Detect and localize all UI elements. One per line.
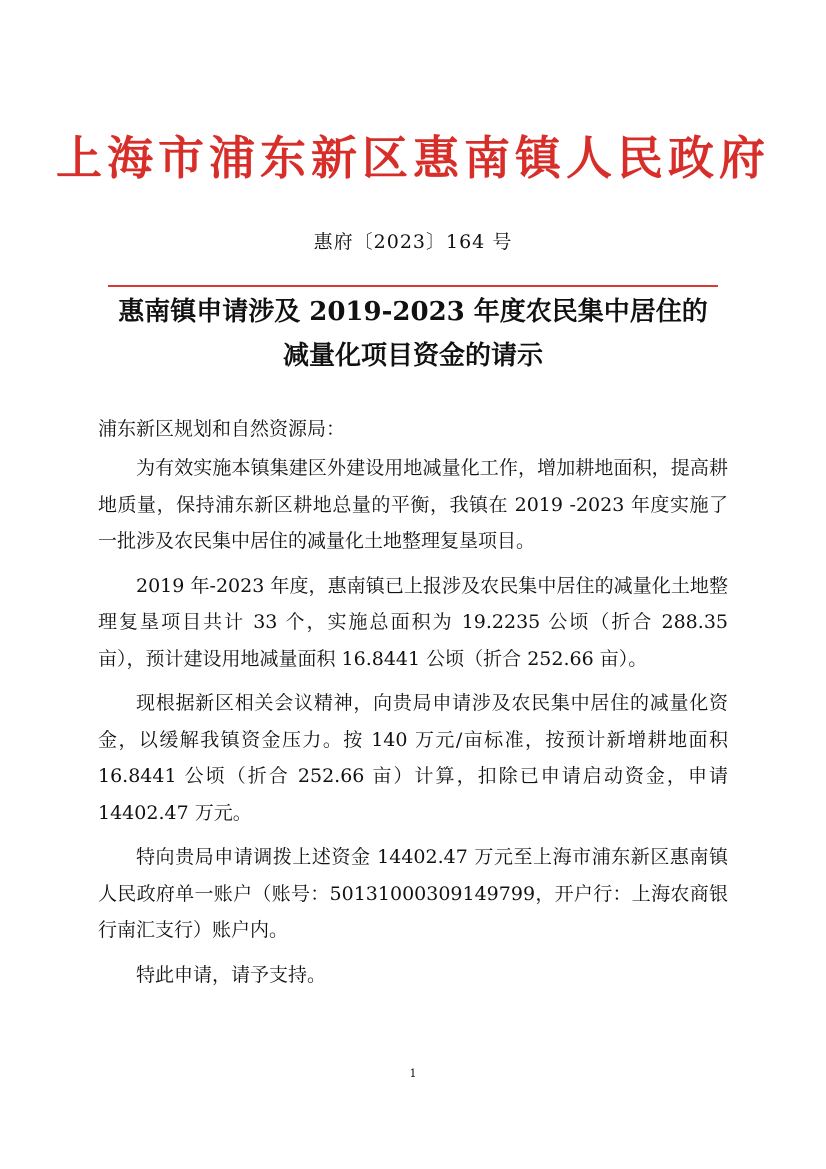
body-paragraph-4: 特向贵局申请调拨上述资金 14402.47 万元至上海市浦东新区惠南镇人民政府单一账户（账号：50131000309149799，开户行：上海农商银行南汇支行）账户内。 <box>98 846 728 941</box>
red-divider-line <box>108 285 718 287</box>
document-title-line-1: 惠南镇申请涉及 2019-2023 年度农民集中居住的 <box>118 297 708 327</box>
body-paragraph-2: 2019 年-2023 年度，惠南镇已上报涉及农民集中居住的减量化土地整理复垦项目共计 33 个，实施总面积为 19.2235 公顷（折合 288.35 亩），预计建设用地减量面积 16.8441 公顷（折合 252.66 亩）。 <box>98 574 728 670</box>
document-title <box>60 290 766 378</box>
page-number: 1 <box>409 1067 417 1080</box>
document-title-line-2: 减量化项目资金的请示 <box>282 341 543 371</box>
body-paragraph-3: 现根据新区相关会议精神，向贵局申请涉及农民集中居住的减量化资金，以缓解我镇资金压力。按 140 万元/亩标准，按预计新增耕地面积 16.8441 公顷（折合 252.66 亩）计算，扣除已申请启动资金，申请 14402.47 万元。 <box>98 692 728 824</box>
salutation: 浦东新区规划和自然资源局： <box>98 418 346 440</box>
body-paragraph-5: 特此申请，请予支持。 <box>136 963 327 986</box>
org-header: 上海市浦东新区惠南镇人民政府 <box>56 131 770 185</box>
document-number: 惠府〔2023〕164 号 <box>313 231 513 253</box>
body-paragraph-1: 为有效实施本镇集建区外建设用地减量化工作，增加耕地面积，提高耕地质量，保持浦东新区耕地总量的平衡，我镇在 2019 -2023 年度实施了一批涉及农民集中居住的减量化土地整理复垦项目。 <box>98 457 728 552</box>
body-text <box>98 450 728 1001</box>
